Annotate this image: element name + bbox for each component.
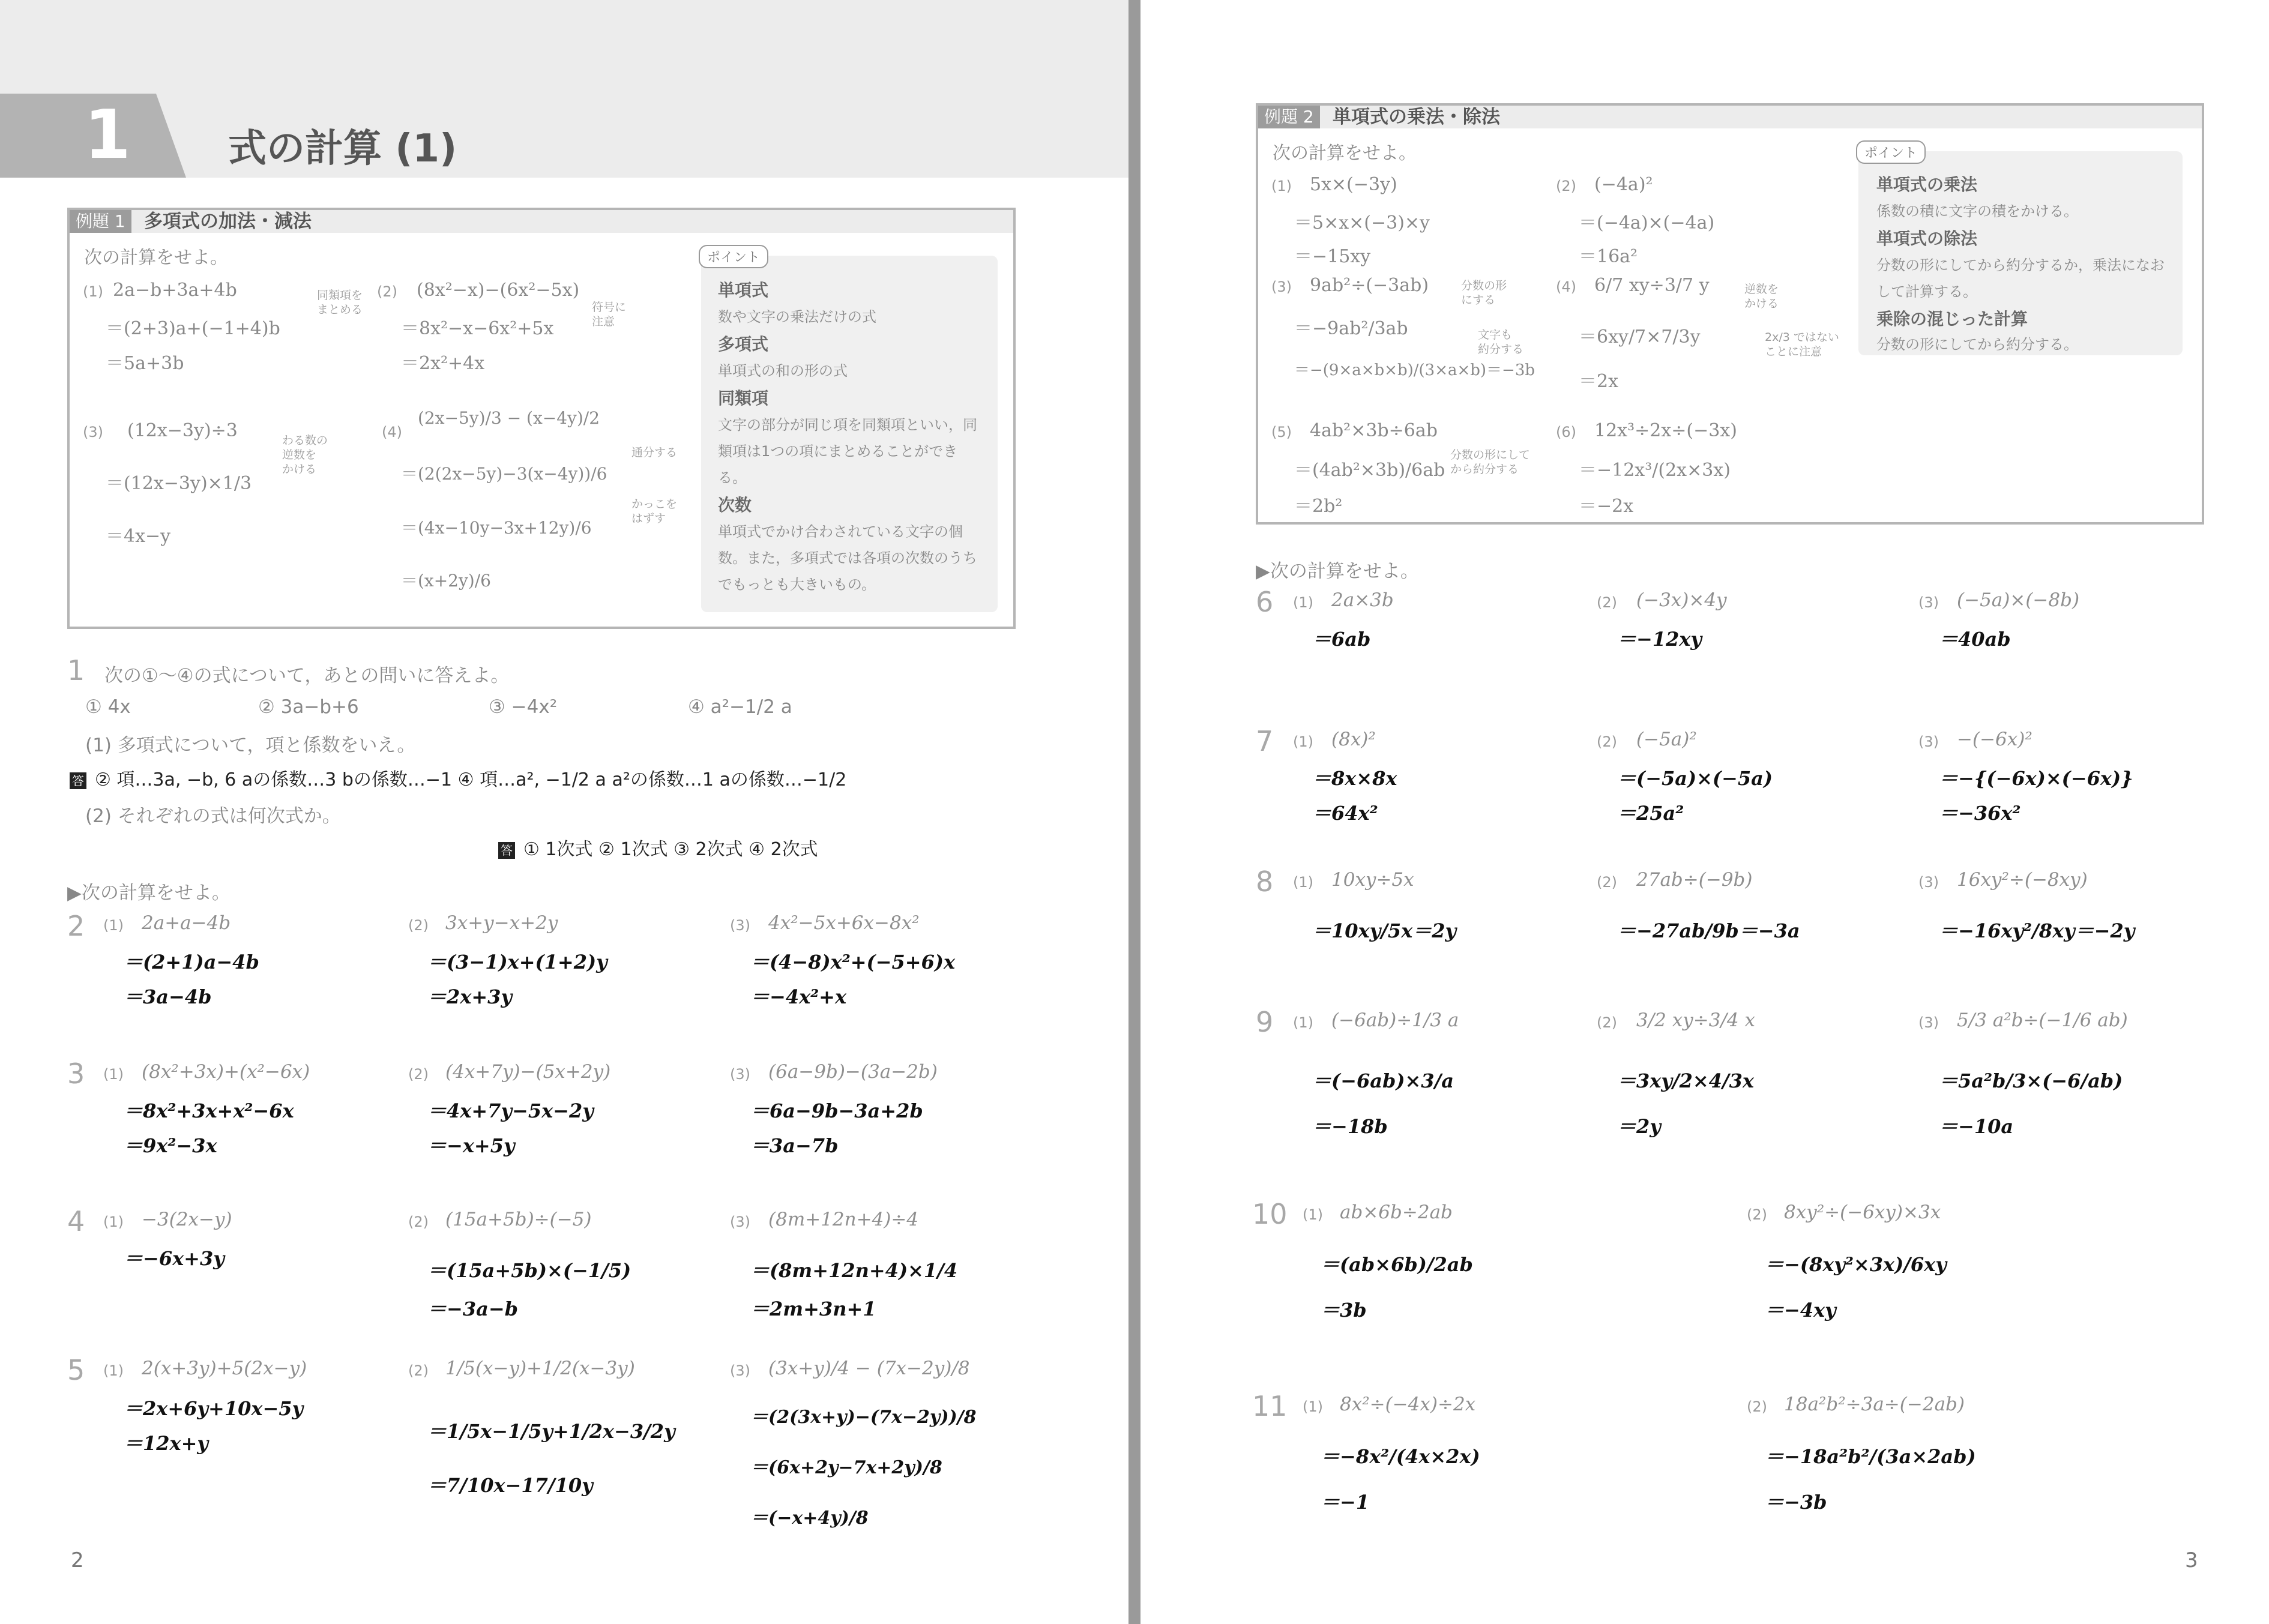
answer-2-text: ① 1次式 ② 1次式 ③ 2次式 ④ 2次式 [523,839,818,860]
example-1-instruction: 次の計算をせよ。 [84,247,228,268]
example-1-box [67,208,1016,629]
p5-1-q: 2(x+3y)+5(2x−y) [142,1358,307,1379]
chapter-title: 式の計算 (1) [228,127,457,171]
point-1-h2: 多項式 [718,334,769,354]
p3-3-a2: ＝3a−7b [750,1134,839,1157]
p4-1-q: −3(2x−y) [142,1209,232,1230]
p9-1-a1: ＝(−6ab)×3/a [1312,1069,1454,1092]
chapter-number: 1 [84,96,131,174]
p11-1-a2: ＝−1 [1321,1491,1370,1514]
example-2-tag: 例題 2 [1258,106,1320,128]
ex2-p2-line2: ＝(−4a)×(−4a) [1579,212,1715,233]
p2-3-a1: ＝(4−8)x²+(−5+6)x [750,951,956,973]
ex1-p2-num: (2) [377,283,397,300]
p2-3-num: (3) [730,917,750,934]
ex2-p1-line3: ＝−15xy [1294,246,1371,267]
ex2-p4-line2: ＝6xy/7×7/3y [1579,326,1701,347]
p4-2-q: (15a+5b)÷(−5) [445,1209,592,1230]
ex2-p3-note1: 分数の形 にする [1461,279,1507,307]
ex2-p4-note2: 2x/3 ではない ことに注意 [1765,331,1839,358]
p9-3-a1: ＝5a²b/3×(−6/ab) [1939,1069,2123,1092]
p9-3-q: 5/3 a²b÷(−1/6 ab) [1957,1009,2128,1031]
p10-1-num: (1) [1303,1206,1323,1223]
problem-8-number: 8 [1256,865,1274,898]
point-1-h1: 単項式 [718,280,769,300]
p6-3-q: (−5a)×(−8b) [1957,589,2080,611]
problem-4-number: 4 [67,1205,85,1238]
p6-2-q: (−3x)×4y [1636,589,1727,611]
p10-1-a1: ＝(ab×6b)/2ab [1321,1253,1473,1276]
p3-3-num: (3) [730,1066,750,1083]
answer-1-text: ② 項…3a, −b, 6 aの係数…3 bの係数…−1 ④ 項…a², −1/2 a a²の係数…1 aの係数…−1/2 [95,769,847,790]
p5-3-a3: ＝(−x+4y)/8 [750,1508,869,1529]
p6-2-a1: ＝−12xy [1617,628,1702,651]
ex1-p4-note1: 通分する [631,446,678,459]
p3-1-a2: ＝9x²−3x [124,1134,217,1157]
p3-2-num: (2) [408,1066,429,1083]
ex2-p5-line1: 4ab²×3b÷6ab [1310,420,1438,441]
p7-2-num: (2) [1597,733,1617,750]
p2-2-num: (2) [408,917,429,934]
left-page [0,0,1128,1624]
point-2-t2: 分数の形にしてから約分するか，乗法になおして計算する。 [1876,257,2165,300]
p4-2-a2: ＝−3a−b [427,1298,519,1320]
example-2-instruction: 次の計算をせよ。 [1273,143,1417,164]
p5-3-a2: ＝(6x+2y−7x+2y)/8 [750,1457,942,1478]
problem-1-stem: 次の①〜④の式について，あとの問いに答えよ。 [104,665,510,687]
ex2-p2-line3: ＝16a² [1579,246,1638,267]
problem-3-number: 3 [67,1057,85,1090]
example-2-point-tag: ポイント [1856,140,1926,164]
ex1-p1-note: 同類項を まとめる [317,289,363,316]
p9-2-q: 3/2 xy÷3/4 x [1636,1009,1755,1031]
right-instruction-2: ▶次の計算をせよ。 [1256,561,1419,582]
p4-3-q: (8m+12n+4)÷4 [768,1209,919,1230]
p7-2-a2: ＝25a² [1617,802,1684,825]
ex2-p1-line2: ＝5×x×(−3)×y [1294,212,1430,233]
ex1-p3-note: わる数の 逆数を かける [282,434,328,476]
ex1-p3-line1: (12x−3y)÷3 [127,420,238,441]
p4-1-a1: ＝−6x+3y [124,1247,224,1270]
problem-10-number: 10 [1252,1198,1288,1230]
p8-2-num: (2) [1597,874,1617,891]
p2-2-q: 3x+y−x+2y [445,912,558,934]
p5-2-q: 1/5(x−y)+1/2(x−3y) [445,1358,635,1379]
left-instruction-2: ▶次の計算をせよ。 [67,882,231,904]
ex2-p4-line3: ＝2x [1579,371,1619,392]
p8-3-num: (3) [1918,874,1939,891]
p7-1-q: (8x)² [1331,729,1376,750]
p6-1-q: 2a×3b [1331,589,1394,611]
ex1-p4-line3: ＝(4x−10y−3x+12y)/6 [401,518,592,538]
p4-2-a1: ＝(15a+5b)×(−1/5) [427,1259,631,1282]
ex1-p4-note2: かっこを はずす [631,498,678,525]
p11-2-a2: ＝−3b [1765,1491,1827,1514]
ex1-p2-line3: ＝2x²+4x [401,353,485,374]
ex1-p1-line2: ＝(2+3)a+(−1+4)b [106,318,280,339]
p8-1-a1: ＝10xy/5x＝2y [1312,919,1457,942]
problem-1-q2: (2) それぞれの式は何次式か。 [85,805,341,827]
point-1-h3: 同類項 [718,388,769,408]
ex1-p1-line1: 2a−b+3a+4b [113,280,237,301]
problem-11-number: 11 [1252,1390,1288,1422]
ex2-p5-note: 分数の形にして から約分する [1450,448,1531,476]
right-page-number: 3 [2185,1548,2198,1572]
p3-2-q: (4x+7y)−(5x+2y) [445,1061,611,1083]
p11-2-q: 18a²b²÷3a÷(−2ab) [1784,1394,1965,1415]
problem-7-number: 7 [1256,725,1274,757]
point-2-t3: 分数の形にしてから約分する。 [1876,336,2078,353]
problem-1-expr-2: ② 3a−b+6 [258,696,359,718]
ex2-p6-line3: ＝−2x [1579,496,1634,517]
p8-2-a1: ＝−27ab/9b＝−3a [1617,919,1800,942]
problem-1-number: 1 [67,654,85,687]
p9-3-num: (3) [1918,1014,1939,1031]
p4-1-num: (1) [103,1213,124,1230]
ex1-p4-line2: ＝(2(2x−5y)−3(x−4y))/6 [401,464,607,484]
ex2-p6-num: (6) [1556,424,1576,441]
point-1-t1: 数や文字の乗法だけの式 [718,308,876,325]
ex1-p1-num: (1) [83,283,103,300]
ex2-p3-num: (3) [1271,278,1292,295]
ex2-p4-note1: 逆数を かける [1744,283,1779,310]
problem-1-expr-4: ④ a²−1/2 a [688,696,792,718]
right-page [1141,0,2269,1624]
p5-2-a1: ＝1/5x−1/5y+1/2x−3/2y [427,1420,675,1443]
p3-2-a2: ＝−x+5y [427,1134,515,1157]
p5-2-a2: ＝7/10x−17/10y [427,1474,593,1497]
p6-3-a1: ＝40ab [1939,628,2011,651]
ex2-p2-line1: (−4a)² [1594,174,1653,195]
p8-1-num: (1) [1293,874,1313,891]
ex1-p2-line1: (8x²−x)−(6x²−5x) [417,280,580,301]
p8-3-a1: ＝−16xy²/8xy＝−2y [1939,919,2135,942]
p4-2-num: (2) [408,1213,429,1230]
p3-3-a1: ＝6a−9b−3a+2b [750,1099,923,1122]
p3-1-q: (8x²+3x)+(x²−6x) [142,1061,310,1083]
p7-1-a2: ＝64x² [1312,802,1378,825]
p9-1-num: (1) [1293,1014,1313,1031]
p9-1-q: (−6ab)÷1/3 a [1331,1009,1459,1031]
page-gutter [1128,0,1141,1624]
p5-3-num: (3) [730,1362,750,1379]
ex2-p6-line2: ＝−12x³/(2x×3x) [1579,460,1731,481]
p10-2-a2: ＝−4xy [1765,1299,1836,1322]
p6-1-a1: ＝6ab [1312,628,1371,651]
p7-1-a1: ＝8x×8x [1312,767,1397,790]
ex2-p1-line1: 5x×(−3y) [1310,174,1397,195]
p7-3-q: −(−6x)² [1957,729,2032,750]
p9-1-a2: ＝−18b [1312,1115,1388,1138]
p10-2-q: 8xy²÷(−6xy)×3x [1784,1201,1941,1223]
p2-1-num: (1) [103,917,124,934]
ex2-p3-line1: 9ab²÷(−3ab) [1310,275,1429,296]
p2-1-q: 2a+a−4b [142,912,231,934]
ex2-p4-num: (4) [1556,278,1576,295]
p2-2-a2: ＝2x+3y [427,985,513,1008]
problem-9-number: 9 [1256,1006,1274,1038]
point-2-h2: 単項式の除法 [1876,229,1978,248]
problem-1-expr-3: ③ −4x² [489,696,558,718]
p10-2-num: (2) [1747,1206,1767,1223]
p9-2-a2: ＝2y [1617,1115,1661,1138]
p11-2-a1: ＝−18a²b²/(3a×2ab) [1765,1445,1976,1468]
ex2-p1-num: (1) [1271,178,1292,194]
p2-3-a2: ＝−4x²+x [750,985,847,1008]
ex2-p3-line3: ＝−(9×a×b×b)/(3×a×b)＝−3b [1294,361,1535,379]
ex2-p5-line2: ＝(4ab²×3b)/6ab [1294,460,1445,481]
p2-3-q: 4x²−5x+6x−8x² [768,912,920,934]
problem-6-number: 6 [1256,586,1274,618]
ex1-p2-line2: ＝8x²−x−6x²+5x [401,318,554,339]
p9-3-a2: ＝−10a [1939,1115,2014,1138]
ex2-p6-line1: 12x³÷2x÷(−3x) [1594,420,1737,441]
problem-5-number: 5 [67,1354,85,1386]
problem-1-q1: (1) 多項式について，項と係数をいえ。 [85,735,416,756]
p9-2-num: (2) [1597,1014,1617,1031]
point-2-h3: 乗除の混じった計算 [1876,309,2028,329]
p5-3-q: (3x+y)/4 − (7x−2y)/8 [768,1358,970,1379]
problem-1-expr-1: ① 4x [85,696,131,718]
problem-2-number: 2 [67,910,85,942]
ex2-p3-note2: 文字も 約分する [1478,328,1524,356]
point-2-t1: 係数の積に文字の積をかける。 [1876,203,2078,220]
p7-2-a1: ＝(−5a)×(−5a) [1617,767,1773,790]
p3-2-a1: ＝4x+7y−5x−2y [427,1099,594,1122]
point-1-t4: 単項式でかけ合わされている文字の個数。また，多項式では各項の次数のうちでもっとも大きいもの。 [718,523,977,593]
point-1-t3: 文字の部分が同じ項を同類項といい，同類項は1つの項にまとめることができる。 [718,417,977,486]
p7-3-num: (3) [1918,733,1939,750]
p6-1-num: (1) [1293,594,1313,611]
ex2-p4-line1: 6/7 xy÷3/7 y [1594,275,1710,296]
point-2-h1: 単項式の乗法 [1876,175,1978,194]
ex1-p2-note: 符号に 注意 [592,301,627,328]
ex1-p1-line3: ＝5a+3b [106,353,184,374]
p5-3-a1: ＝(2(3x+y)−(7x−2y))/8 [750,1407,977,1428]
p7-1-num: (1) [1293,733,1313,750]
p10-1-a2: ＝3b [1321,1299,1367,1322]
p2-1-a1: ＝(2+1)a−4b [124,951,259,973]
p2-2-a1: ＝(3−1)x+(1+2)y [427,951,607,973]
example-1-title: 多項式の加法・減法 [144,211,312,232]
problem-1-answer-1 [70,765,846,791]
answer-mark-2: 答 [498,842,515,859]
p8-3-q: 16xy²÷(−8xy) [1957,869,2088,891]
problem-1-answer-2 [498,834,818,861]
point-1-t2: 単項式の和の形の式 [718,362,848,379]
ex1-p3-line2: ＝(12x−3y)×1/3 [106,473,252,494]
p7-3-a1: ＝−{(−6x)×(−6x)} [1939,767,2133,790]
p2-1-a2: ＝3a−4b [124,985,212,1008]
p11-1-q: 8x²÷(−4x)÷2x [1340,1394,1476,1415]
ex1-p4-num: (4) [382,424,402,441]
p11-1-a1: ＝−8x²/(4x×2x) [1321,1445,1480,1468]
p4-3-a1: ＝(8m+12n+4)×1/4 [750,1259,958,1282]
p4-3-num: (3) [730,1213,750,1230]
ex2-p2-num: (2) [1556,178,1576,194]
p3-3-q: (6a−9b)−(3a−2b) [768,1061,938,1083]
ex2-p5-line3: ＝2b² [1294,496,1343,517]
p3-1-num: (1) [103,1066,124,1083]
point-1-h4: 次数 [718,495,752,515]
p5-2-num: (2) [408,1362,429,1379]
ex1-p3-num: (3) [83,424,103,441]
p8-1-q: 10xy÷5x [1331,869,1414,891]
ex1-p4-line4: ＝(x+2y)/6 [401,571,491,591]
ex2-p3-line2: ＝−9ab²/3ab [1294,318,1408,339]
example-1-point-tag: ポイント [699,245,768,268]
p5-1-a2: ＝12x+y [124,1432,209,1455]
p4-3-a2: ＝2m+3n+1 [750,1298,876,1320]
example-2-title: 単項式の乗法・除法 [1333,106,1500,128]
answer-mark: 答 [70,772,86,789]
p10-2-a1: ＝−(8xy²×3x)/6xy [1765,1253,1947,1276]
p3-1-a1: ＝8x²+3x+x²−6x [124,1099,294,1122]
p7-2-q: (−5a)² [1636,729,1697,750]
p6-3-num: (3) [1918,594,1939,611]
p11-1-num: (1) [1303,1398,1323,1415]
p8-2-q: 27ab÷(−9b) [1636,869,1753,891]
ex1-p3-line3: ＝4x−y [106,526,171,547]
p11-2-num: (2) [1747,1398,1767,1415]
example-1-tag: 例題 1 [70,210,131,233]
p5-1-a1: ＝2x+6y+10x−5y [124,1397,304,1420]
p7-3-a2: ＝−36x² [1939,802,2021,825]
ex1-p4-line1: (2x−5y)/3 − (x−4y)/2 [418,408,600,428]
left-page-number: 2 [71,1548,84,1572]
p5-1-num: (1) [103,1362,124,1379]
example-2-box [1256,103,2204,525]
p6-2-num: (2) [1597,594,1617,611]
ex2-p5-num: (5) [1271,424,1292,441]
p9-2-a1: ＝3xy/2×4/3x [1617,1069,1755,1092]
p10-1-q: ab×6b÷2ab [1340,1201,1453,1223]
